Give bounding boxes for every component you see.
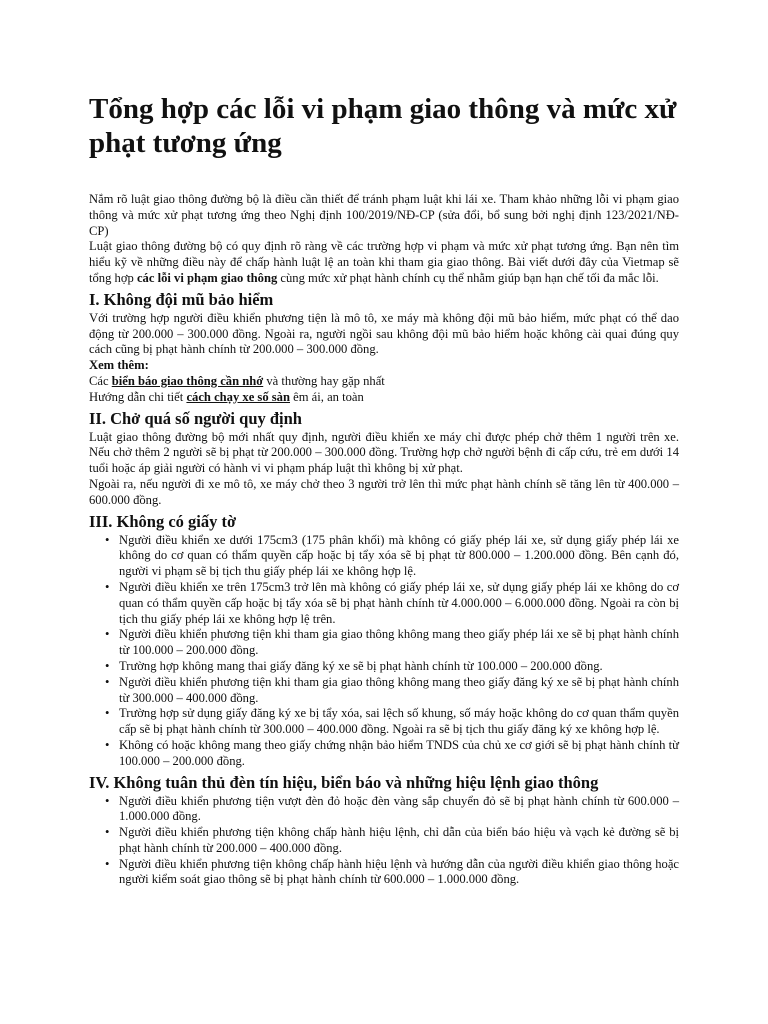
- list-item: • Không có hoặc không mang theo giấy chứng nhận bảo hiểm TNDS của chủ xe cơ giới sẽ bị phạt hành chính từ 100.000 – 200.000 đồng.: [119, 738, 679, 770]
- list-item: • Người điều khiển phương tiện khi tham gia giao thông không mang theo giấy phép lái xe sẽ bị phạt hành chính từ 100.000 – 200.000 đồng.: [119, 627, 679, 659]
- section-1-paragraph: Với trường hợp người điều khiển phương tiện là mô tô, xe máy mà không đội mũ bảo hiểm, mức phạt có thể dao động từ 200.000 – 300.000 đồng. Ngoài ra, người ngồi sau không đội mũ bảo hiểm hoặc không cài quai đúng quy cách cũng bị phạt hành chính từ 200.000 – 300.000 đồng.: [89, 310, 679, 357]
- list-item: • Người điều khiển xe dưới 175cm3 (175 phân khối) mà không có giấy phép lái xe, sử dụng giấy phép lái xe không do cơ quan có thẩm quyền cấp hoặc bị tẩy xóa sẽ bị phạt từ 800.000 – 1.200.000 đồng. Bên cạnh đó, người vi phạm sẽ bị tịch thu giấy phép lái xe không hợp lệ.: [119, 533, 679, 580]
- traffic-signs-link[interactable]: biển báo giao thông cần nhớ: [111, 373, 264, 388]
- section-heading-4: IV. Không tuân thủ đèn tín hiệu, biển báo và những hiệu lệnh giao thông: [89, 772, 599, 792]
- section-2-paragraph-2: Ngoài ra, nếu người đi xe mô tô, xe máy chở theo 3 người trở lên thì mức phạt hành chính sẽ tăng lên từ 400.000 – 600.000 đồng.: [89, 476, 679, 507]
- see-more-prefix-1: Các: [89, 373, 112, 388]
- see-more-prefix-2: Hướng dẫn chi tiết: [89, 389, 187, 404]
- section-2-paragraph-1: Luật giao thông đường bộ mới nhất quy định, người điều khiển xe máy chỉ được phép chở thêm 1 người trên xe. Nếu chở thêm 2 người sẽ bị phạt từ 200.000 – 300.000 đồng. Trường hợp chở người bệnh đi cấp cứu, trẻ em dưới 14 tuổi hoặc áp giải người có hành vi vi phạm pháp luật thì không bị xử phạt.: [89, 429, 679, 476]
- page-title: Tổng hợp các lỗi vi phạm giao thông và mức xử phạt tương ứng: [89, 93, 677, 159]
- list-item: • Người điều khiển xe trên 175cm3 trở lên mà không có giấy phép lái xe, sử dụng giấy phép lái xe không do cơ quan có thẩm quyền cấp hoặc bị tẩy xóa sẽ bị phạt hành chính từ 4.000.000 – 6.000.000 đồng. Ngoài ra còn bị tịch thu giấy phép lái xe không hợp lệ trên.: [119, 580, 679, 627]
- section-3-list: [89, 533, 679, 770]
- list-item: • Người điều khiển phương tiện không chấp hành hiệu lệnh, chỉ dẫn của biển báo hiệu và vạch kẻ đường sẽ bị phạt hành chính từ 200.000 – 400.000 đồng.: [119, 825, 679, 857]
- section-heading-3: III. Không có giấy tờ: [89, 511, 237, 531]
- see-more-label: [89, 358, 679, 374]
- intro-bold-keyword: các lỗi vi phạm giao thông: [136, 270, 278, 285]
- list-item: • Người điều khiển phương tiện vượt đèn đỏ hoặc đèn vàng sắp chuyển đỏ sẽ bị phạt hành chính từ 600.000 – 1.000.000 đồng.: [119, 794, 679, 826]
- manual-driving-link[interactable]: cách chạy xe số sàn: [186, 389, 290, 404]
- list-item: • Trường hợp không mang thai giấy đăng ký xe sẽ bị phạt hành chính từ 100.000 – 200.000 đồng.: [119, 659, 679, 675]
- list-item: • Người điều khiển phương tiện không chấp hành hiệu lệnh và hướng dẫn của người điều khiển giao thông hoặc người kiểm soát giao thông sẽ bị phạt hành chính từ 600.000 – 1.000.000 đồng.: [119, 857, 679, 889]
- list-item: • Người điều khiển phương tiện khi tham gia giao thông không mang theo giấy đăng ký xe sẽ bị phạt hành chính từ 300.000 – 400.000 đồng.: [119, 675, 679, 707]
- section-heading-1: I. Không đội mũ bảo hiểm: [89, 289, 274, 309]
- see-more-suffix-1: và thường hay gặp nhất: [263, 373, 385, 388]
- document-body: [89, 192, 679, 888]
- section-heading-2: II. Chở quá số người quy định: [89, 408, 302, 428]
- intro-text-end: cùng mức xử phạt hành chính cụ thể nhằm giúp bạn hạn chế tối đa mắc lỗi.: [277, 270, 659, 285]
- intro-paragraph-2: [89, 239, 679, 286]
- see-more-text: Xem thêm:: [89, 358, 149, 373]
- list-item: • Trường hợp sử dụng giấy đăng ký xe bị tẩy xóa, sai lệch số khung, số máy hoặc không do cơ quan thẩm quyền cấp sẽ bị phạt hành chính từ 300.000 – 400.000 đồng. Ngoài ra sẽ bị tịch thu giấy đăng ký xe không hợp lệ.: [119, 706, 679, 738]
- section-4-list: [89, 794, 679, 889]
- see-more-item-2: [89, 390, 679, 406]
- intro-paragraph-1: Nắm rõ luật giao thông đường bộ là điều cần thiết để tránh phạm luật khi lái xe. Tham khảo những lỗi vi phạm giao thông và mức xử phạt tương ứng theo Nghị định 100/2019/NĐ-CP (sửa đổi, bổ sung bởi nghị định 123/2021/NĐ-CP): [89, 192, 679, 238]
- see-more-item-1: [89, 374, 679, 390]
- intro-text: Luật giao thông đường bộ có quy định rõ ràng về các trường hợp vi phạm và mức xử phạt tương ứng. Bạn nên tìm hiểu kỹ về những điều này để chấp hành luật lệ an toàn khi tham gia giao thông. Bài viết dưới đây của Vietmap sẽ tổng hợp: [89, 239, 679, 285]
- see-more-suffix-2: êm ái, an toàn: [290, 389, 364, 404]
